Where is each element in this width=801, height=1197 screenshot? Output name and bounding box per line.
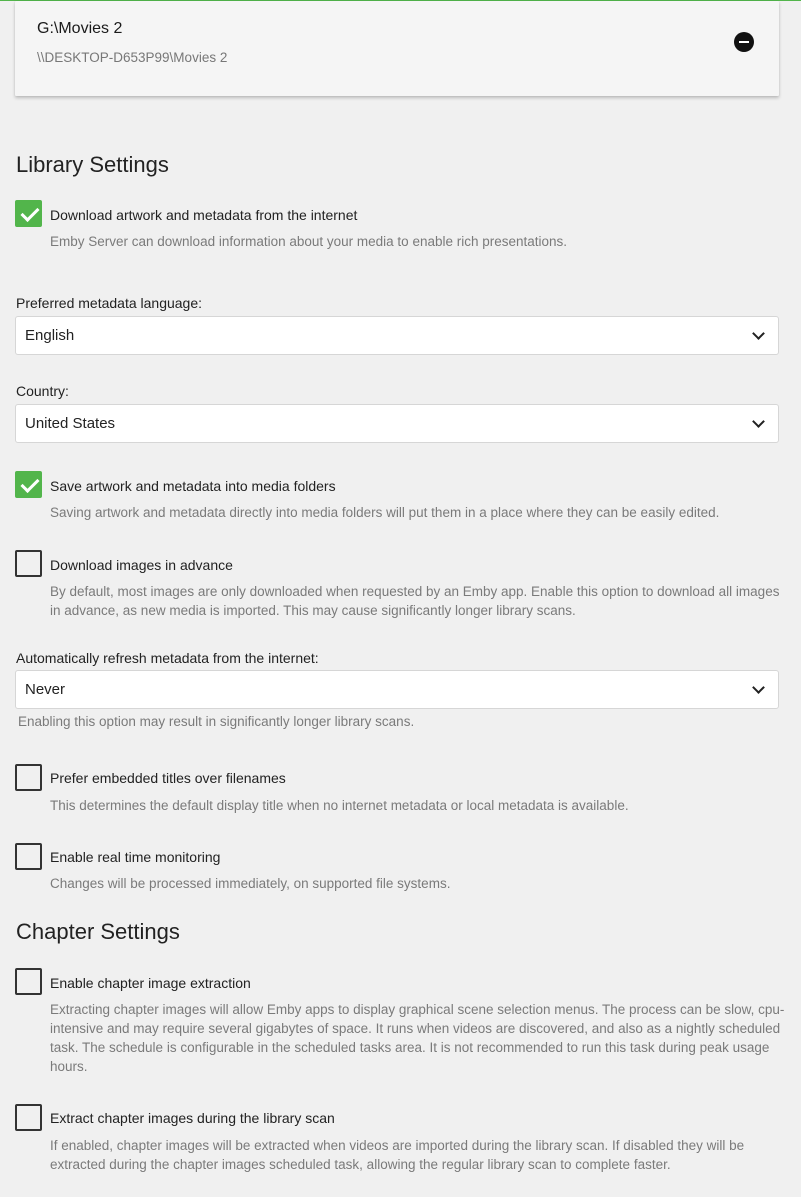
prefer-embedded-titles-description: This determines the default display title when no internet metadata or local metadata is available.: [50, 798, 629, 813]
chevron-down-icon: [752, 327, 765, 340]
country-label: Country:: [16, 383, 69, 399]
folder-card: [15, 1, 779, 96]
download-images-advance-checkbox[interactable]: [15, 550, 42, 577]
chapter-extraction-label[interactable]: Enable chapter image extraction: [50, 975, 251, 991]
metadata-language-select[interactable]: [15, 316, 779, 355]
country-select[interactable]: [15, 404, 779, 443]
realtime-monitoring-label[interactable]: Enable real time monitoring: [50, 849, 221, 865]
remove-folder-icon[interactable]: [734, 32, 754, 52]
download-images-advance-description: By default, most images are only downloaded when requested by an Emby app. Enable this option to download all images in advance, as new media is imported. This may cause significantly longer library scans.: [50, 584, 780, 618]
save-local-description: Saving artwork and metadata directly into media folders will put them in a place where they can be easily edited.: [50, 505, 720, 520]
chapter-settings-title: Chapter Settings: [16, 919, 180, 944]
chapter-extraction-description: Extracting chapter images will allow Emby apps to display graphical scene selection menus. The process can be slow, cpu-intensive and may require several gigabytes of space. It runs when videos are discovered, and also as a nightly scheduled task. The schedule is configurable in the scheduled tasks area. It is not recommended to run this task during peak usage hours.: [50, 1002, 785, 1074]
download-images-advance-label[interactable]: Download images in advance: [50, 557, 233, 573]
chapter-extraction-checkbox[interactable]: [15, 968, 42, 995]
download-metadata-description: Emby Server can download information about your media to enable rich presentations.: [50, 234, 568, 249]
prefer-embedded-titles-checkbox[interactable]: [15, 764, 42, 791]
auto-refresh-value: Never: [25, 681, 66, 698]
save-local-checkbox[interactable]: [15, 471, 42, 498]
auto-refresh-select[interactable]: [15, 670, 779, 709]
extract-during-scan-description: If enabled, chapter images will be extracted when videos are imported during the library scan. If disabled they will be extracted during the chapter images scheduled task, allowing the regular library scan to complete faster.: [50, 1138, 745, 1172]
prefer-embedded-titles-label[interactable]: Prefer embedded titles over filenames: [50, 770, 286, 786]
download-metadata-label[interactable]: Download artwork and metadata from the internet: [50, 207, 358, 223]
metadata-language-value: English: [25, 327, 75, 344]
country-value: United States: [25, 415, 116, 432]
extract-during-scan-label[interactable]: Extract chapter images during the library scan: [50, 1110, 335, 1126]
extract-during-scan-checkbox[interactable]: [15, 1104, 42, 1131]
auto-refresh-label: Automatically refresh metadata from the internet:: [16, 650, 319, 666]
chevron-down-icon: [752, 415, 765, 428]
folder-path: G:\Movies 2: [37, 20, 123, 37]
auto-refresh-helper: Enabling this option may result in significantly longer library scans.: [18, 714, 415, 729]
download-metadata-checkbox[interactable]: [15, 200, 42, 227]
folder-network-path: \\DESKTOP-D653P99\Movies 2: [37, 50, 228, 65]
metadata-language-label: Preferred metadata language:: [16, 295, 203, 311]
chevron-down-icon: [752, 681, 765, 694]
realtime-monitoring-checkbox[interactable]: [15, 843, 42, 870]
realtime-monitoring-description: Changes will be processed immediately, on supported file systems.: [50, 876, 451, 891]
library-settings-title: Library Settings: [16, 152, 169, 177]
save-local-label[interactable]: Save artwork and metadata into media folders: [50, 478, 336, 494]
